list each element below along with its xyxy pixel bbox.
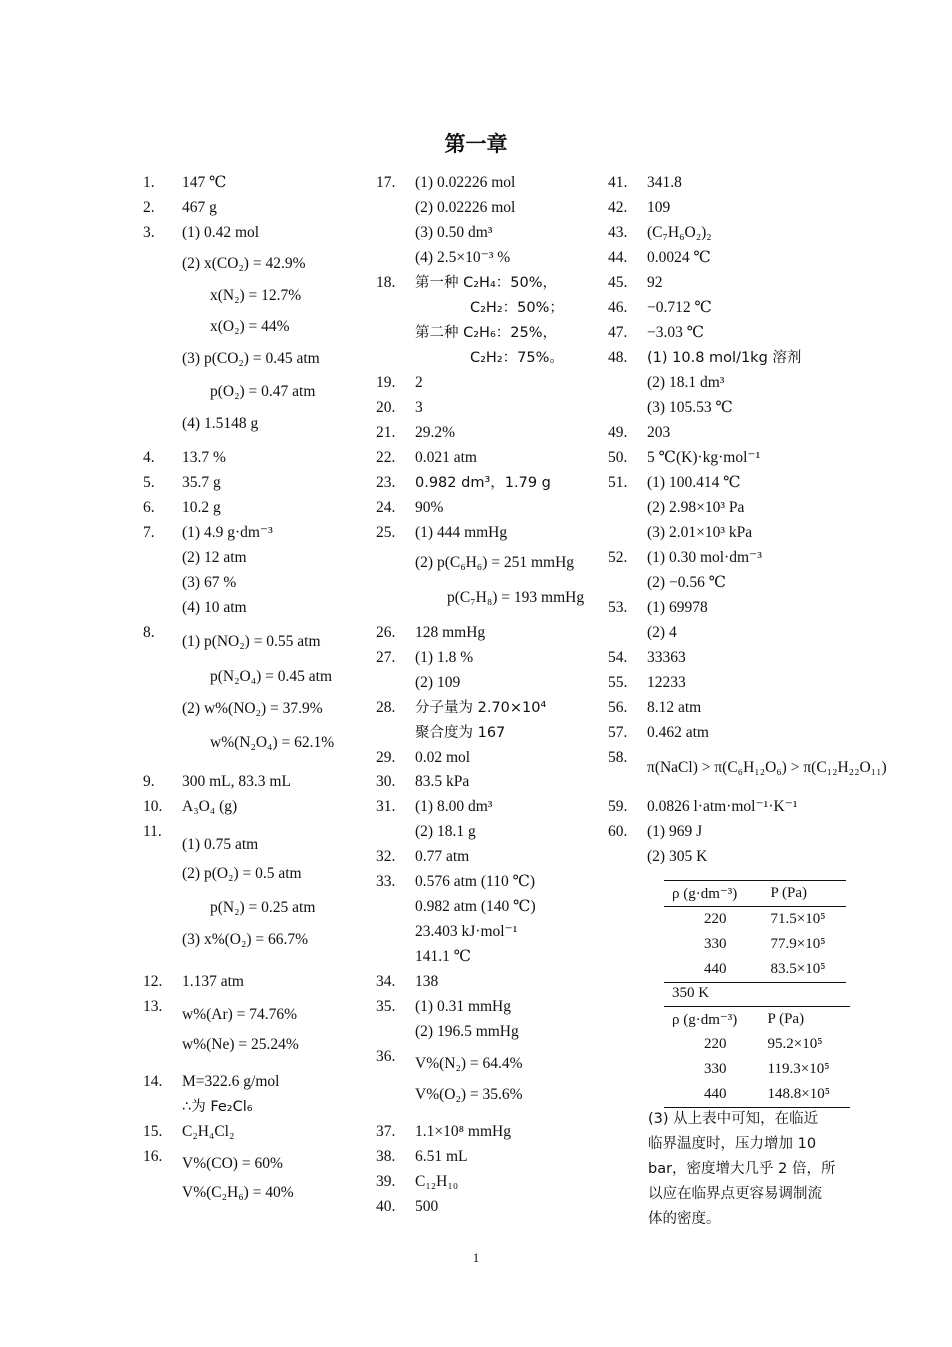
answer-number: 24. (376, 499, 396, 516)
answer-line: (3) 105.53 ℃ (647, 399, 733, 416)
answer-line: V%(CO) = 60% (182, 1155, 283, 1172)
answer-line: (1) 0.75 atm (182, 836, 259, 853)
answer-line: 300 mL, 83.3 mL (182, 773, 291, 790)
answer-number: 57. (608, 724, 628, 741)
answer-number: 41. (608, 174, 628, 191)
answer-number: 46. (608, 299, 628, 316)
table-header-density: ρ (g·dm⁻³) (672, 886, 738, 902)
answer-line: (4) 10 atm (182, 599, 247, 616)
answer-number: 38. (376, 1148, 396, 1165)
answer-line: 聚合度为 167 (415, 725, 506, 741)
answer-line: 29.2% (415, 424, 456, 441)
answer-number: 35. (376, 998, 396, 1015)
answer-number: 33. (376, 873, 396, 890)
answer-number: 13. (143, 998, 163, 1015)
answer-number: 18. (376, 274, 396, 291)
answer-number: 16. (143, 1148, 163, 1165)
pressure-table-350k (664, 981, 850, 1108)
answer-line: (2) 109 (415, 674, 461, 691)
answer-number: 17. (376, 174, 396, 191)
answer-line: 341.8 (647, 174, 682, 191)
answer-number: 15. (143, 1123, 163, 1140)
answer-line: (2) w%(NO₂) = 37.9% (182, 700, 323, 717)
pressure-table-305k (664, 880, 846, 983)
answer-line: 6.51 mL (415, 1148, 468, 1165)
answer-number: 1. (143, 174, 155, 191)
answer-line: (C₇H₆O₂)₂ (647, 224, 712, 241)
answer-number: 8. (143, 624, 155, 641)
answer-line: C₁₂H₁₀ (415, 1173, 459, 1190)
answer-line: (1) 0.31 mmHg (415, 998, 512, 1015)
answer-number: 51. (608, 474, 628, 491)
answer-number: 59. (608, 798, 628, 815)
answer-line: (1) 100.414 ℃ (647, 474, 741, 491)
answer-line: 0.021 atm (415, 449, 477, 466)
answer-number: 30. (376, 773, 396, 790)
table-cell: 330 (704, 936, 727, 952)
answer-number: 5. (143, 474, 155, 491)
table-cell: 220 (704, 1036, 727, 1052)
answer-line: 467 g (182, 199, 217, 216)
answer-number: 45. (608, 274, 628, 291)
answer-line: (1) 0.02226 mol (415, 174, 516, 191)
answer-line: 2 (415, 374, 423, 391)
answer-line: V%(C₂H₆) = 40% (182, 1184, 294, 1201)
answer-number: 28. (376, 699, 396, 716)
answer-line: 分子量为 2.70×10⁴ (415, 700, 547, 716)
answer-line: 109 (647, 199, 671, 216)
answer-60-3-line: 以应在临界点更容易调制流 (648, 1186, 822, 1202)
answer-line: M=322.6 g/mol (182, 1073, 280, 1090)
answer-number: 52. (608, 549, 628, 566)
answer-line: 5 ℃(K)·kg·mol⁻¹ (647, 449, 761, 466)
table-cell: 440 (704, 1086, 727, 1102)
answer-number: 20. (376, 399, 396, 416)
answer-line: (2) 18.1 g (415, 823, 476, 840)
answer-number: 37. (376, 1123, 396, 1140)
answer-line: C₂H₂：50%； (470, 300, 564, 316)
answer-line: (3) p(CO₂) = 0.45 atm (182, 350, 320, 367)
answer-line: 0.982 dm³，1.79 g (415, 475, 551, 491)
answer-number: 54. (608, 649, 628, 666)
answer-number: 44. (608, 249, 628, 266)
answer-number: 34. (376, 973, 396, 990)
answer-number: 36. (376, 1048, 396, 1065)
answer-line: (1) 0.30 mol·dm⁻³ (647, 549, 762, 566)
answer-line: 0.0826 l·atm·mol⁻¹·K⁻¹ (647, 798, 798, 815)
answer-number: 10. (143, 798, 163, 815)
answer-line: 第二种 C₂H₆：25%， (415, 325, 557, 341)
answer-line: w%(Ar) = 74.76% (182, 1006, 298, 1023)
answer-line: 141.1 ℃ (415, 948, 472, 965)
answer-line: (4) 1.5148 g (182, 415, 259, 432)
answer-line: (3) 2.01×10³ kPa (647, 524, 753, 541)
answer-line: w%(Ne) = 25.24% (182, 1036, 299, 1053)
table-cell: 148.8×10⁵ (767, 1086, 830, 1102)
answer-line: (2) 0.02226 mol (415, 199, 516, 216)
answer-number: 55. (608, 674, 628, 691)
table-header-density: ρ (g·dm⁻³) (672, 1012, 738, 1028)
answer-number: 14. (143, 1073, 163, 1090)
table-caption: 350 K (672, 985, 710, 1001)
answer-line: (2) 196.5 mmHg (415, 1023, 519, 1040)
answer-line: 8.12 atm (647, 699, 702, 716)
answer-line: A₃O₄ (g) (182, 798, 238, 815)
answer-number: 42. (608, 199, 628, 216)
table-cell: 71.5×10⁵ (770, 911, 826, 927)
answer-line: 138 (415, 973, 439, 990)
answer-line: (1) 4.9 g·dm⁻³ (182, 524, 273, 541)
answer-line: 35.7 g (182, 474, 221, 491)
answer-line: x(O₂) = 44% (210, 318, 290, 335)
answer-line: C₂H₂：75%。 (470, 350, 564, 366)
answer-line: p(N₂) = 0.25 atm (210, 899, 316, 916)
answer-number: 3. (143, 224, 155, 241)
answer-line: 128 mmHg (415, 624, 486, 641)
answer-number: 39. (376, 1173, 396, 1190)
answer-line: 500 (415, 1198, 439, 1215)
answer-number: 23. (376, 474, 396, 491)
answer-number: 50. (608, 449, 628, 466)
answer-line: 1.1×10⁸ mmHg (415, 1123, 511, 1140)
answer-number: 48. (608, 349, 628, 366)
answer-line: 1.137 atm (182, 973, 244, 990)
answer-line: (2) p(O₂) = 0.5 atm (182, 865, 302, 882)
answer-line: −3.03 ℃ (647, 324, 705, 341)
answer-60-3-line: 体的密度。 (648, 1211, 721, 1227)
answer-line: 12233 (647, 674, 686, 691)
table-cell: 220 (704, 911, 727, 927)
answer-line: 147 ℃ (182, 174, 227, 191)
answer-line: (3) 0.50 dm³ (415, 224, 493, 241)
table-cell: 330 (704, 1061, 727, 1077)
table-cell: 119.3×10⁵ (767, 1061, 830, 1077)
answer-line: (1) 8.00 dm³ (415, 798, 493, 815)
answer-number: 32. (376, 848, 396, 865)
answer-line: −0.712 ℃ (647, 299, 712, 316)
answer-number: 60. (608, 823, 628, 840)
answer-line: (2) −0.56 ℃ (647, 574, 727, 591)
answer-line: V%(N₂) = 64.4% (415, 1055, 523, 1072)
answer-line: π(NaCl) > π(C₆H₁₂O₆) > π(C₁₂H₂₂O₁₁) (647, 759, 887, 776)
answer-number: 27. (376, 649, 396, 666)
answer-line: (2) 2.98×10³ Pa (647, 499, 745, 516)
answer-line: C₂H₄Cl₂ (182, 1123, 235, 1140)
answer-number: 40. (376, 1198, 396, 1215)
table-cell: 83.5×10⁵ (770, 961, 826, 977)
answer-line: 第一种 C₂H₄：50%， (415, 275, 557, 291)
answer-number: 49. (608, 424, 628, 441)
answer-line: (4) 2.5×10⁻³ % (415, 249, 511, 266)
answer-line: V%(O₂) = 35.6% (415, 1086, 523, 1103)
answer-line: (1) 969 J (647, 823, 703, 840)
answer-line: (3) x%(O₂) = 66.7% (182, 931, 309, 948)
answer-line: 23.403 kJ·mol⁻¹ (415, 923, 518, 940)
answer-line: 0.462 atm (647, 724, 709, 741)
answer-line: p(O₂) = 0.47 atm (210, 383, 316, 400)
answer-number: 43. (608, 224, 628, 241)
answer-line: (2) p(C₆H₆) = 251 mmHg (415, 554, 575, 571)
answer-line: (1) p(NO₂) = 0.55 atm (182, 633, 321, 650)
answer-line: p(C₇H₈) = 193 mmHg (447, 589, 585, 606)
table-cell: 95.2×10⁵ (767, 1036, 823, 1052)
answer-line: (2) 305 K (647, 848, 708, 865)
answer-line: 3 (415, 399, 423, 416)
answer-number: 25. (376, 524, 396, 541)
answer-line: (1) 10.8 mol/1kg 溶剂 (647, 350, 802, 366)
answer-number: 2. (143, 199, 155, 216)
answer-number: 12. (143, 973, 163, 990)
answer-line: 83.5 kPa (415, 773, 470, 790)
answer-line: 0.982 atm (140 ℃) (415, 898, 536, 915)
answer-line: 33363 (647, 649, 686, 666)
answer-line: (1) 0.42 mol (182, 224, 260, 241)
answer-line: 90% (415, 499, 444, 516)
answer-number: 56. (608, 699, 628, 716)
answer-line: 0.576 atm (110 ℃) (415, 873, 536, 890)
answer-number: 31. (376, 798, 396, 815)
answer-line: 92 (647, 274, 663, 291)
answer-number: 4. (143, 449, 155, 466)
answer-line: 10.2 g (182, 499, 221, 516)
answer-number: 47. (608, 324, 628, 341)
answer-line: 0.0024 ℃ (647, 249, 711, 266)
answer-line: (1) 1.8 % (415, 649, 474, 666)
table-cell: 440 (704, 961, 727, 977)
answer-number: 53. (608, 599, 628, 616)
answer-line: 203 (647, 424, 671, 441)
answer-number: 21. (376, 424, 396, 441)
answer-number: 19. (376, 374, 396, 391)
answer-number: 26. (376, 624, 396, 641)
answer-60-3-line: bar，密度增大几乎 2 倍，所 (648, 1161, 836, 1177)
answer-60-3-line: 临界温度时，压力增加 10 (648, 1136, 817, 1152)
answer-line: (2) x(CO₂) = 42.9% (182, 255, 306, 272)
answer-number: 7. (143, 524, 155, 541)
answer-line: 13.7 % (182, 449, 226, 466)
answer-line: (1) 69978 (647, 599, 708, 616)
answer-line: (2) 12 atm (182, 549, 247, 566)
table-header-pressure: P (Pa) (770, 885, 808, 901)
table-cell: 77.9×10⁵ (770, 936, 826, 952)
answer-number: 29. (376, 749, 396, 766)
answer-line: 0.77 atm (415, 848, 470, 865)
answer-line: (2) 18.1 dm³ (647, 374, 725, 391)
answer-line: p(N₂O₄) = 0.45 atm (210, 668, 333, 685)
answer-number: 58. (608, 749, 628, 766)
answer-line: ∴为 Fe₂Cl₆ (182, 1099, 253, 1115)
answer-60-3-line: (3) 从上表中可知，在临近 (648, 1111, 819, 1127)
answer-line: x(N₂) = 12.7% (210, 287, 302, 304)
answer-line: w%(N₂O₄) = 62.1% (210, 734, 335, 751)
answer-line: (3) 67 % (182, 574, 237, 591)
answer-number: 6. (143, 499, 155, 516)
answer-line: 0.02 mol (415, 749, 471, 766)
answer-number: 9. (143, 773, 155, 790)
answer-line: (2) 4 (647, 624, 677, 641)
page-number: 1 (472, 1250, 480, 1265)
answer-number: 11. (143, 823, 162, 840)
chapter-title: 第一章 (444, 132, 508, 156)
answer-line: (1) 444 mmHg (415, 524, 508, 541)
table-header-pressure: P (Pa) (767, 1011, 805, 1027)
answer-number: 22. (376, 449, 396, 466)
